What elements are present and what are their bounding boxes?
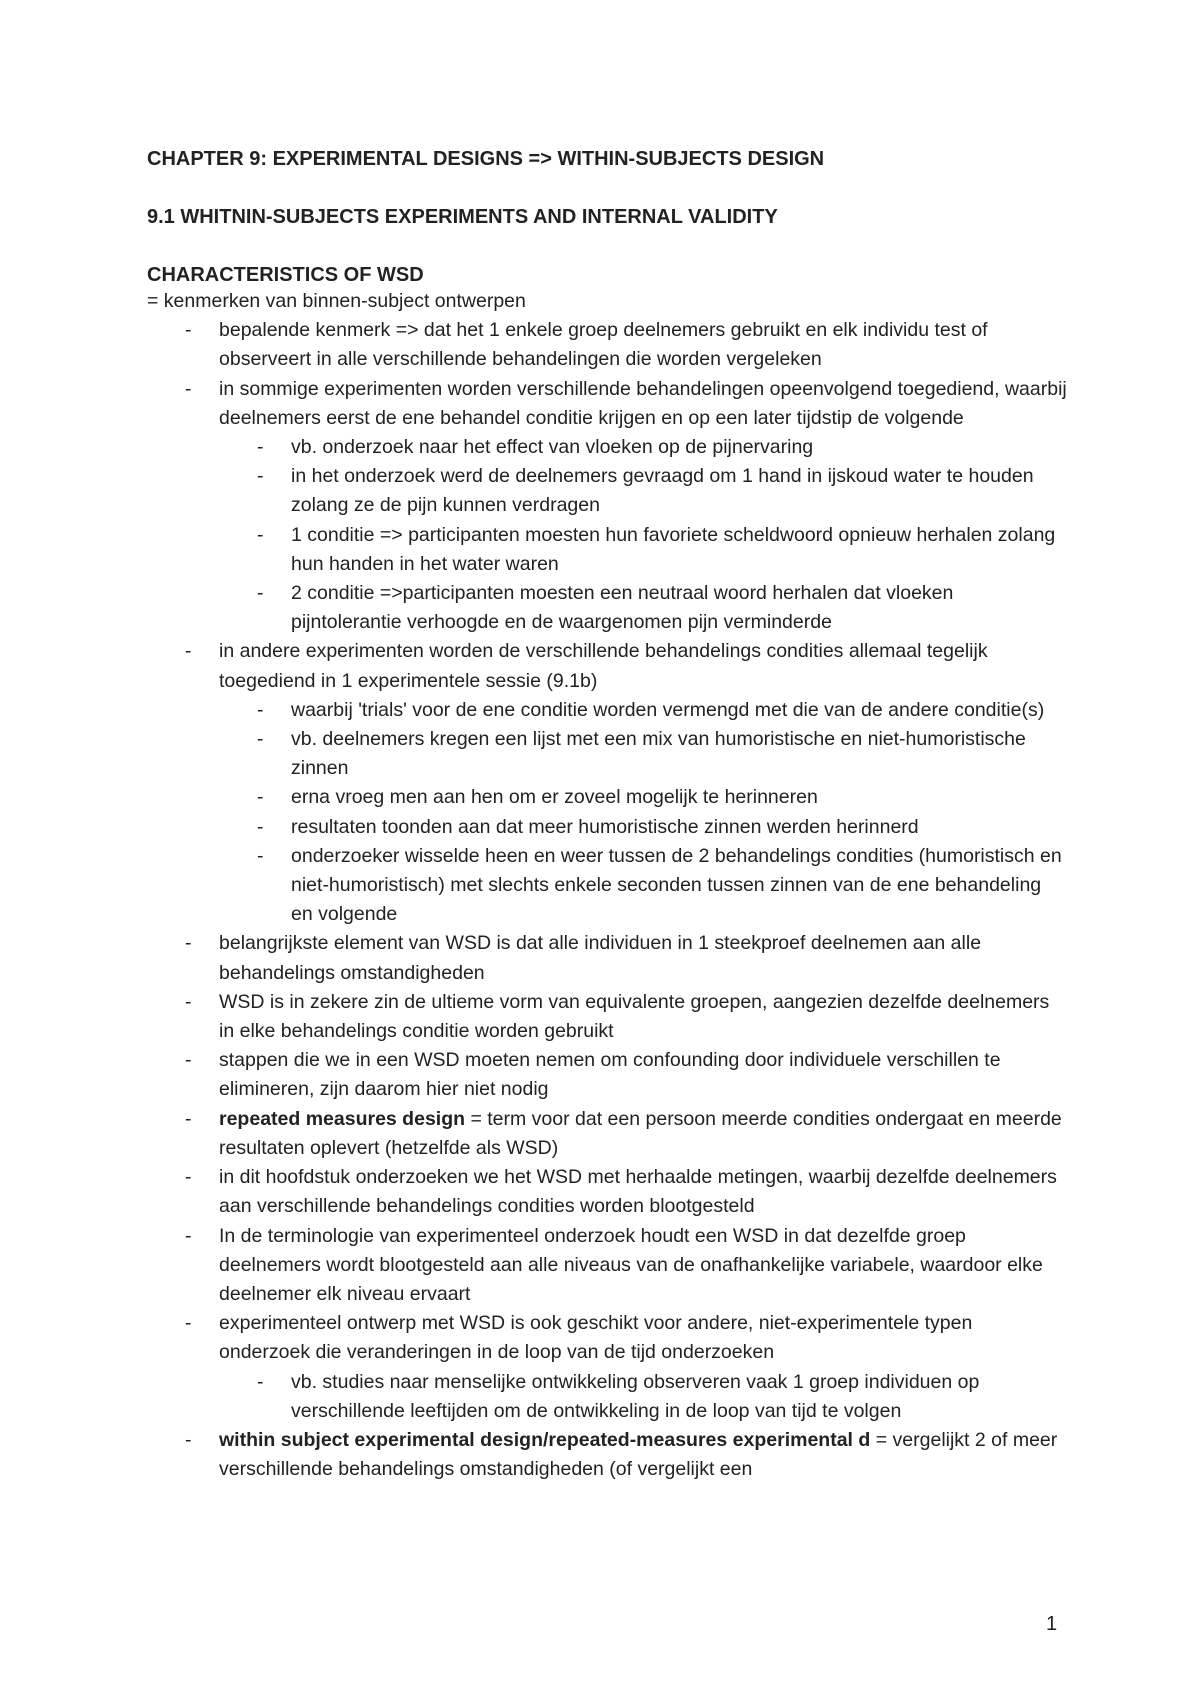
sub-list-item-text: vb. studies naar menselijke ontwikkeling observeren vaak 1 groep individuen op verschillende leeftijden om de ontwikkeling in de loop van tijd te volgen (291, 1370, 980, 1422)
sub-bullet-list (219, 696, 1067, 930)
list-item (147, 1163, 1067, 1221)
list-item-text: bepalende kenmerk => dat het 1 enkele groep deelnemers gebruikt en elk individu test of observeert in alle verschillende behandelingen die worden vergeleken (219, 319, 988, 371)
list-item (147, 637, 1067, 929)
bullet-dash: - (185, 1224, 192, 1247)
bullet-dash: - (257, 523, 264, 546)
bullet-dash: - (185, 932, 192, 955)
list-item-text: belangrijkste element van WSD is dat alle individuen in 1 steekproef deelnemen aan alle behandelings omstandigheden (219, 932, 982, 984)
list-item (147, 929, 1067, 987)
list-item-text: experimenteel ontwerp met WSD is ook geschikt voor andere, niet-experimentele typen onderzoek die veranderingen in de loop van de tijd onderzoeken (219, 1312, 973, 1364)
sub-list-item (219, 842, 1067, 930)
sub-list-item-text: 2 conditie =>participanten moesten een neutraal woord herhalen dat vloeken pijntolerantie verhoogde en de waargenomen pijn verminderde (291, 582, 954, 634)
bullet-dash: - (185, 1312, 192, 1335)
sub-list-item-text: vb. deelnemers kregen een lijst met een mix van humoristische en niet-humoristische zinnen (291, 728, 1026, 780)
sub-bullet-list (219, 1368, 1067, 1426)
bullet-dash: - (257, 698, 264, 721)
list-item-text: in andere experimenten worden de verschillende behandelings condities allemaal tegelijk toegediend in 1 experimentele sessie (9.1b) (219, 640, 988, 692)
chapter-title: CHAPTER 9: EXPERIMENTAL DESIGNS => WITHIN-SUBJECTS DESIGN (147, 148, 825, 170)
sub-list-item-text: erna vroeg men aan hen om er zoveel mogelijk te herinneren (291, 786, 818, 809)
sub-list-item (219, 1368, 1067, 1426)
term-bold: within subject experimental design/repeated-measures experimental d (219, 1428, 871, 1451)
sub-list-item (219, 813, 1067, 842)
list-item (147, 988, 1067, 1046)
sub-list-item-text: vb. onderzoek naar het effect van vloeken op de pijnervaring (291, 436, 814, 459)
list-item (147, 1309, 1067, 1426)
sub-list-item (219, 462, 1067, 520)
bullet-list (147, 316, 1067, 1484)
term-definition: = term voor dat een persoon meerde condities ondergaat en meerde resultaten oplevert (hetzelfde als WSD) (219, 1107, 1062, 1159)
bullet-dash: - (257, 436, 264, 459)
subsection-title: CHARACTERISTICS OF WSD (147, 264, 424, 286)
list-item (147, 1105, 1067, 1163)
intro-text: = kenmerken van binnen-subject ontwerpen (147, 290, 526, 312)
bullet-dash: - (257, 1370, 264, 1393)
bullet-dash: - (257, 815, 264, 838)
page-content (147, 147, 1067, 1484)
bullet-dash: - (257, 786, 264, 809)
sub-list-item-text: 1 conditie => participanten moesten hun favoriete scheldwoord opnieuw herhalen zolang hun handen in het water waren (291, 523, 1056, 575)
term-bold: repeated measures design (219, 1107, 466, 1130)
bullet-dash: - (185, 1428, 192, 1451)
sub-list-item (219, 696, 1067, 725)
bullet-dash: - (185, 1166, 192, 1189)
bullet-dash: - (185, 1049, 192, 1072)
bullet-dash: - (257, 582, 264, 605)
sub-list-item-text: onderzoeker wisselde heen en weer tussen de 2 behandelings condities (humoristisch en niet-humoristisch) met slechts enkele seconden tussen zinnen van de ene behandeling en volgende (291, 844, 1062, 926)
bullet-dash: - (185, 990, 192, 1013)
sub-list-item (219, 783, 1067, 812)
list-item (147, 375, 1067, 638)
list-item-text: In de terminologie van experimenteel onderzoek houdt een WSD in dat dezelfde groep deelnemers wordt blootgesteld aan alle niveaus van de onafhankelijke variabele, waardoor elke deelnemer elk niveau ervaart (219, 1224, 1043, 1305)
bullet-dash: - (185, 319, 192, 342)
bullet-dash: - (185, 377, 192, 400)
list-item-text (219, 1108, 1062, 1159)
sub-list-item-text: resultaten toonden aan dat meer humoristische zinnen werden herinnerd (291, 815, 919, 838)
sub-list-item (219, 579, 1067, 637)
bullet-dash: - (257, 844, 264, 867)
list-item-text: stappen die we in een WSD moeten nemen om confounding door individuele verschillen te elimineren, zijn daarom hier niet nodig (219, 1049, 1001, 1101)
sub-list-item-text: in het onderzoek werd de deelnemers gevraagd om 1 hand in ijskoud water te houden zolang ze de pijn kunnen verdragen (291, 465, 1034, 517)
list-item-text: in sommige experimenten worden verschillende behandelingen opeenvolgend toegediend, waarbij deelnemers eerst de ene behandel conditie krijgen en op een later tijdstip de volgende (219, 377, 1067, 429)
sub-bullet-list (219, 433, 1067, 637)
sub-list-item (219, 433, 1067, 462)
term-definition: = vergelijkt 2 of meer verschillende behandelings omstandigheden (of vergelijkt een (219, 1428, 1058, 1481)
sub-list-item-text: waarbij 'trials' voor de ene conditie worden vermengd met die van de andere conditie(s) (291, 698, 1045, 721)
list-item-text (219, 1429, 1057, 1480)
list-item (147, 1222, 1067, 1310)
page-number: 1 (1046, 1613, 1058, 1635)
list-item-text: in dit hoofdstuk onderzoeken we het WSD met herhaalde metingen, waarbij dezelfde deelnemers aan verschillende behandelings condities worden blootgesteld (219, 1166, 1057, 1218)
bullet-dash: - (257, 728, 264, 751)
bullet-dash: - (257, 465, 264, 488)
bullet-dash: - (185, 1107, 192, 1130)
list-item (147, 316, 1067, 374)
list-item (147, 1426, 1067, 1484)
list-item (147, 1046, 1067, 1104)
sub-list-item (219, 725, 1067, 783)
list-item-text: WSD is in zekere zin de ultieme vorm van equivalente groepen, aangezien dezelfde deelnemers in elke behandelings conditie worden gebruikt (219, 990, 1050, 1043)
section-title: 9.1 WHITNIN-SUBJECTS EXPERIMENTS AND INTERNAL VALIDITY (147, 206, 778, 228)
sub-list-item (219, 521, 1067, 579)
bullet-dash: - (185, 640, 192, 663)
